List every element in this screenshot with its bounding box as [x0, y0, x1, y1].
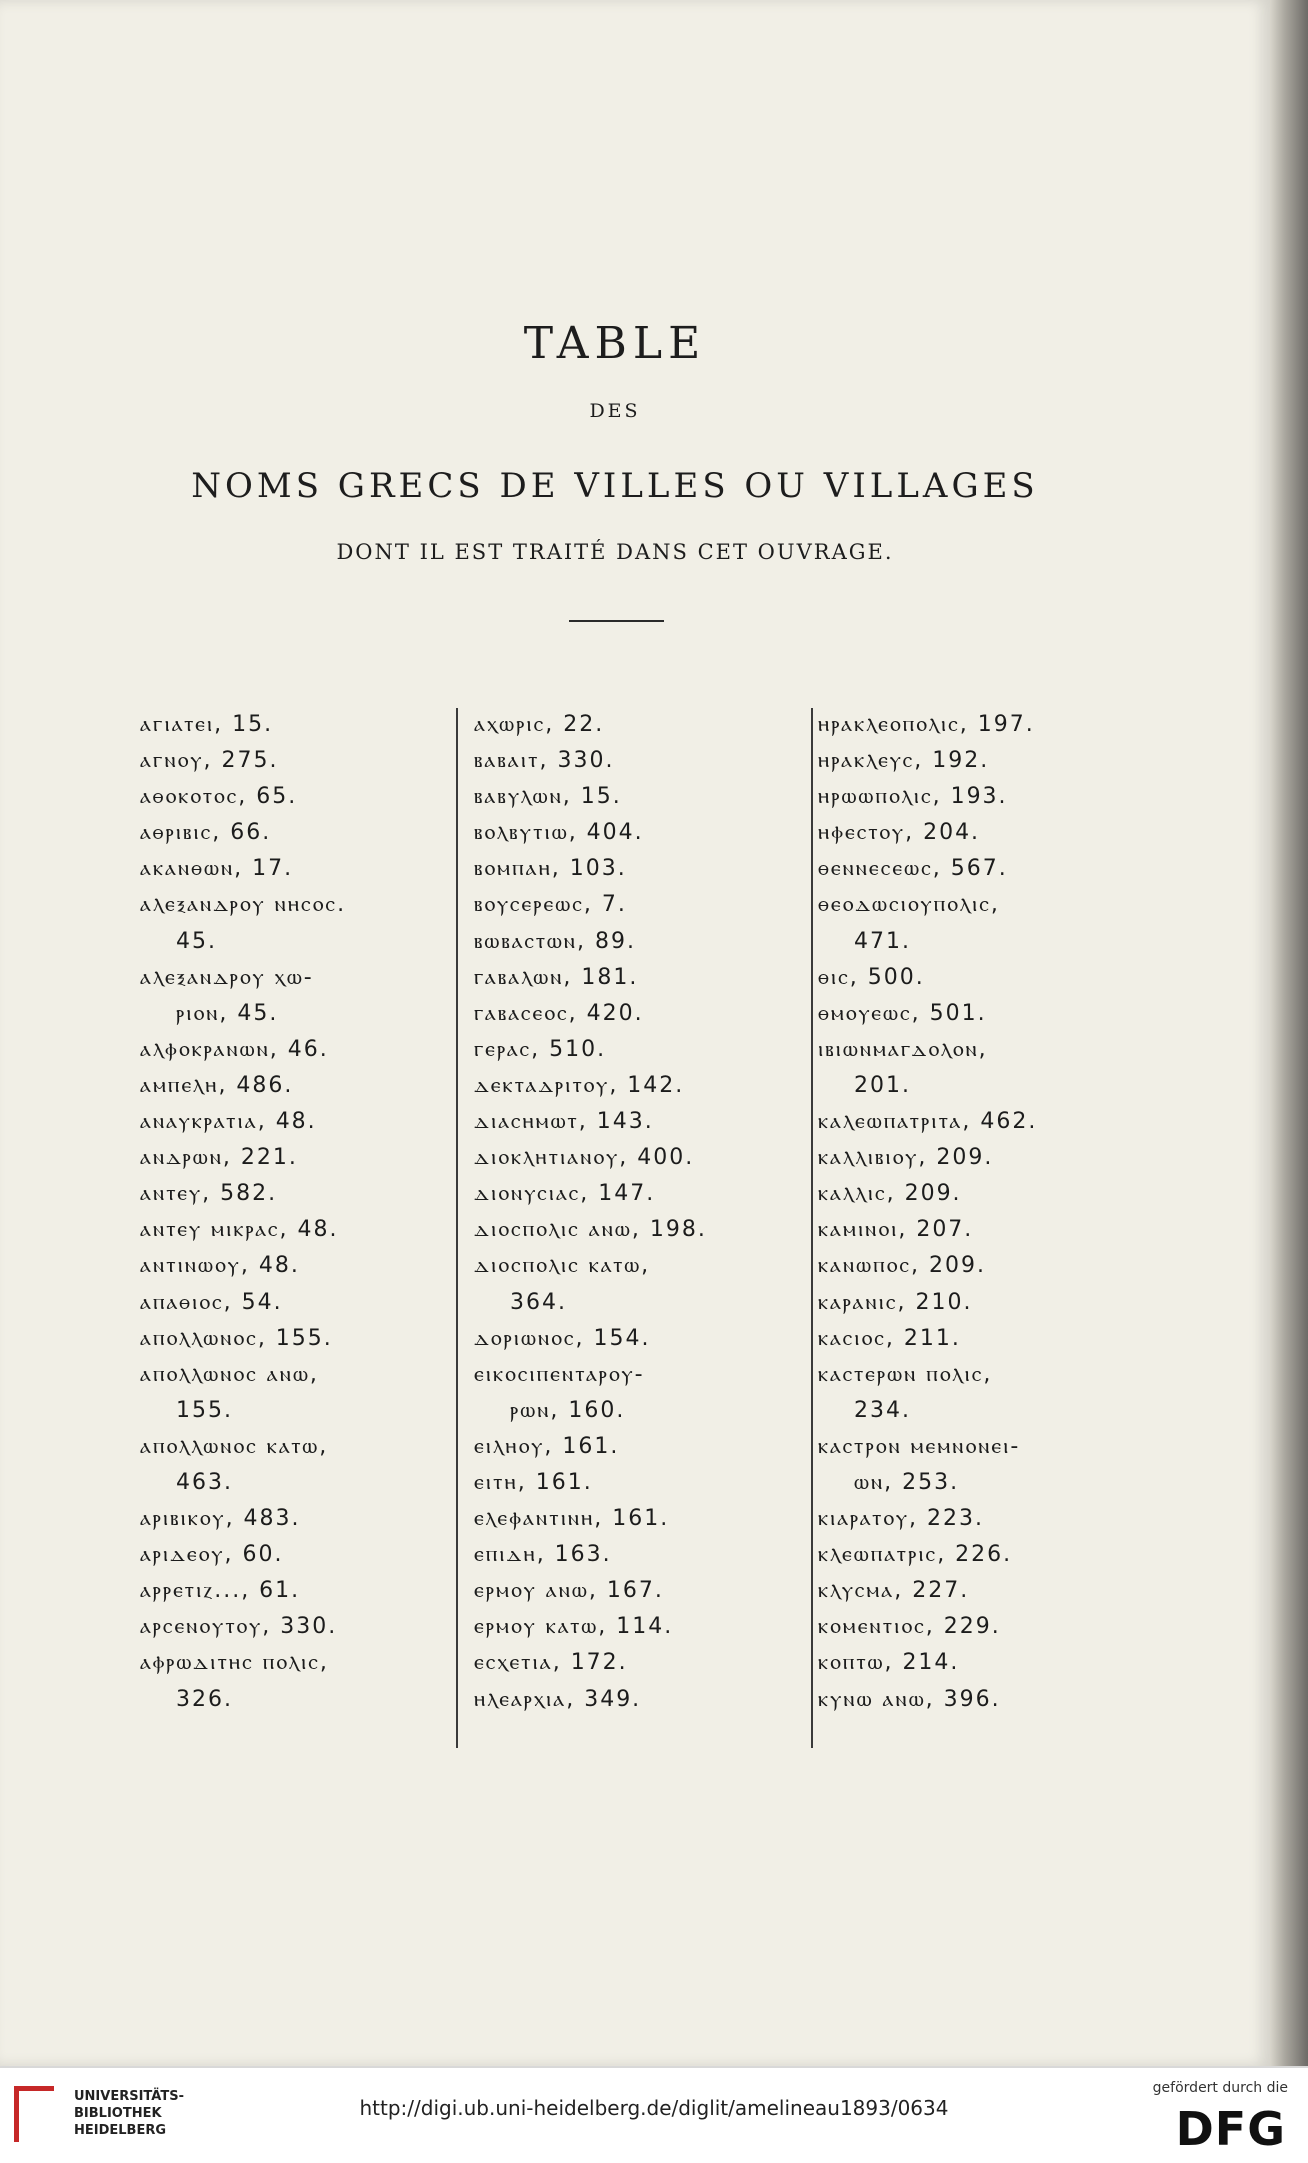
index-entry: ⲃⲟⲗⲃⲩⲧⲓⲱ, 404. — [474, 820, 644, 846]
index-entry: 364. — [510, 1289, 567, 1315]
viewer-footer — [0, 2066, 1308, 2163]
index-entry: ⲁⲣⲣⲉⲧⲓⲍ..., 61. — [140, 1578, 301, 1604]
index-entry: ⲉⲡⲓⲇⲏ, 163. — [474, 1542, 612, 1568]
index-entry: ⲱⲛ, 253. — [854, 1469, 960, 1495]
column-divider-left — [456, 708, 458, 1748]
index-entry: ⲁⲛⲧⲉⲩ, 582. — [140, 1181, 278, 1207]
index-entry: ⲁⲅⲓⲁⲧⲉⲓ, 15. — [140, 712, 274, 737]
permalink-url[interactable]: http://digi.ub.uni-heidelberg.de/diglit/amelineau1893/0634 — [359, 2096, 949, 2120]
index-entry: ⲃⲟⲙⲡⲁⲏ, 103. — [474, 856, 627, 882]
index-entry: ⲕⲗⲉⲱⲡⲁⲧⲣⲓⲥ, 226. — [818, 1542, 1013, 1568]
index-entry: ⲁⲙⲡⲉⲗⲏ, 486. — [140, 1072, 294, 1098]
index-entry: ⲁⲭⲱⲣⲓⲥ, 22. — [474, 712, 605, 737]
index-entry: ⲕⲟⲙⲉⲛⲧⲓⲟⲥ, 229. — [818, 1614, 1001, 1640]
index-entry: ⲁⲗⲉⲝⲁⲛⲇⲣⲟⲩ ⲛⲏⲥⲟⲥ. — [140, 892, 347, 918]
index-entry: ⲕⲩⲛⲱ ⲁⲛⲱ, 396. — [818, 1686, 1001, 1712]
index-entry: ⲕⲁⲥⲧⲣⲟⲛ ⲙⲉⲙⲛⲟⲛⲉⲓ- — [818, 1433, 1021, 1459]
index-entry: ⲁⲡⲁⲑⲓⲟⲥ, 54. — [140, 1289, 283, 1315]
logo-line: HEIDELBERG — [74, 2123, 167, 2138]
index-entry: ⲕⲁⲥⲓⲟⲥ, 211. — [818, 1325, 961, 1351]
index-entry: ⲁⲣⲥⲉⲛⲟⲩⲧⲟⲩ, 330. — [140, 1614, 338, 1640]
index-entry: ⲁⲗⲫⲟⲕⲣⲁⲛⲱⲛ, 46. — [140, 1036, 329, 1062]
title-des: DES — [589, 400, 641, 422]
index-column-right — [818, 707, 1158, 1718]
index-entry: ⲁⲛⲧⲉⲩ ⲙⲓⲕⲣⲁⲥ, 48. — [140, 1217, 339, 1243]
page-title: TABLE — [523, 318, 707, 369]
funder-caption: gefördert durch die — [1152, 2080, 1288, 2096]
index-entry: ⲑⲉⲟⲇⲱⲥⲓⲟⲩⲡⲟⲗⲓⲥ, — [818, 892, 1000, 918]
index-entry: ⲁⲣⲓⲇⲉⲟⲩ, 60. — [140, 1542, 284, 1568]
index-entry: ⲁⲕⲁⲛⲑⲱⲛ, 17. — [140, 856, 294, 882]
index-entry: ⲏⲣⲁⲕⲗⲉⲟⲡⲟⲗⲓⲥ, 197. — [818, 712, 1035, 737]
index-entry: ⲕⲁⲙⲓⲛⲟⲓ, 207. — [818, 1217, 974, 1243]
index-entry: ⲕⲓⲁⲣⲁⲧⲟⲩ, 223. — [818, 1506, 984, 1532]
column-divider-right — [811, 708, 813, 1748]
title-rule — [569, 620, 664, 622]
index-entry: ⲁⲑⲣⲓⲃⲓⲥ, 66. — [140, 820, 272, 846]
index-entry: ⲑⲓⲥ, 500. — [818, 964, 925, 990]
index-entry: ⲣⲓⲟⲛ, 45. — [176, 1000, 279, 1026]
index-entry: ⲕⲁⲣⲁⲛⲓⲥ, 210. — [818, 1289, 973, 1315]
index-entry: 234. — [854, 1397, 911, 1423]
index-entry: ⲁⲡⲟⲗⲗⲱⲛⲟⲥ ⲕⲁⲧⲱ, — [140, 1433, 329, 1459]
title-noms: NOMS GRECS DE VILLES OU VILLAGES — [191, 466, 1039, 506]
index-entry: 45. — [176, 928, 217, 954]
index-entry: ⲕⲁⲗⲗⲓⲥ, 209. — [818, 1181, 962, 1207]
index-entry: ⲕⲁⲗⲉⲱⲡⲁⲧⲣⲓⲧⲁ, 462. — [818, 1109, 1038, 1135]
index-entry: ⲕⲁⲥⲧⲉⲣⲱⲛ ⲡⲟⲗⲓⲥ, — [818, 1361, 993, 1387]
index-entry: ⲁⲡⲟⲗⲗⲱⲛⲟⲥ ⲁⲛⲱ, — [140, 1361, 319, 1387]
index-entry: ⲃⲱⲃⲁⲥⲧⲱⲛ, 89. — [474, 928, 636, 954]
index-entry: ⲉⲓⲧⲏ, 161. — [474, 1469, 593, 1495]
index-entry: ⲕⲟⲡⲧⲱ, 214. — [818, 1650, 960, 1676]
logo-line: BIBLIOTHEK — [74, 2106, 162, 2121]
index-entry: ⲁⲡⲟⲗⲗⲱⲛⲟⲥ, 155. — [140, 1325, 333, 1351]
index-entry: ⲏⲣⲱⲱⲡⲟⲗⲓⲥ, 193. — [818, 784, 1008, 810]
index-entry: ⲉⲥⲭⲉⲧⲓⲁ, 172. — [474, 1650, 628, 1676]
index-entry: ⲉⲓⲕⲟⲥⲓⲡⲉⲛⲧⲁⲣⲟⲩ- — [474, 1361, 645, 1387]
index-entry: 155. — [176, 1397, 233, 1423]
index-entry: 201. — [854, 1072, 911, 1098]
index-entry: ⲉⲓⲗⲏⲟⲩ, 161. — [474, 1433, 620, 1459]
index-entry: ⲇⲓⲟⲥⲡⲟⲗⲓⲥ ⲕⲁⲧⲱ, — [474, 1253, 651, 1279]
index-entry: 463. — [176, 1469, 233, 1495]
index-column-left — [140, 707, 480, 1718]
index-entry: 471. — [854, 928, 911, 954]
index-entry: ⲁⲣⲓⲃⲓⲕⲟⲩ, 483. — [140, 1506, 301, 1532]
index-entry: ⲕⲁⲛⲱⲡⲟⲥ, 209. — [818, 1253, 987, 1279]
index-entry: ⲇⲓⲟⲛⲩⲥⲓⲁⲥ, 147. — [474, 1181, 656, 1207]
index-entry: ⲑⲙⲟⲩⲉⲱⲥ, 501. — [818, 1000, 987, 1026]
index-entry: ⲇⲉⲕⲧⲁⲇⲣⲓⲧⲟⲩ, 142. — [474, 1072, 685, 1098]
index-entry: ⲇⲓⲟⲥⲡⲟⲗⲓⲥ ⲁⲛⲱ, 198. — [474, 1217, 707, 1243]
index-entry: ⲏⲫⲉⲥⲧⲟⲩ, 204. — [818, 820, 981, 846]
index-entry: ⲁⲑⲟⲕⲟⲧⲟⲥ, 65. — [140, 784, 298, 810]
title-dont: DONT IL EST TRAITÉ DANS CET OUVRAGE. — [336, 540, 894, 564]
index-column-middle — [474, 707, 814, 1718]
index-entry: ⲓⲃⲓⲱⲛⲙⲁⲅⲇⲟⲗⲟⲛ, — [818, 1036, 988, 1062]
index-entry: ⲁⲛⲁⲩⲕⲣⲁⲧⲓⲁ, 48. — [140, 1109, 317, 1135]
index-entry: ⲑⲉⲛⲛⲉⲥⲉⲱⲥ, 567. — [818, 856, 1008, 882]
index-entry: ⲁⲫⲣⲱⲇⲓⲧⲏⲥ ⲡⲟⲗⲓⲥ, — [140, 1650, 329, 1676]
index-entry: ⲃⲟⲩⲥⲉⲣⲉⲱⲥ, 7. — [474, 892, 627, 918]
index-entry: ⲉⲗⲉⲫⲁⲛⲧⲓⲛⲏ, 161. — [474, 1506, 670, 1532]
index-entry: ⲅⲁⲃⲁⲥⲉⲟⲥ, 420. — [474, 1000, 644, 1026]
dfg-logo[interactable]: DFG — [1175, 2102, 1286, 2156]
index-entry: ⲇⲟⲣⲓⲱⲛⲟⲥ, 154. — [474, 1325, 651, 1351]
logo-line: UNIVERSITÄTS- — [74, 2089, 184, 2104]
index-entry: ⲅⲉⲣⲁⲥ, 510. — [474, 1036, 607, 1062]
index-entry: ⲇⲓⲟⲕⲗⲏⲧⲓⲁⲛⲟⲩ, 400. — [474, 1145, 695, 1171]
index-entry: ⲁⲛⲇⲣⲱⲛ, 221. — [140, 1145, 298, 1171]
index-entry: ⲃⲁⲃⲁⲓⲧ, 330. — [474, 748, 615, 774]
index-entry: ⲁⲗⲉⲝⲁⲛⲇⲣⲟⲩ ⲭⲱ- — [140, 964, 314, 990]
index-entry: ⲉⲣⲙⲟⲩ ⲕⲁⲧⲱ, 114. — [474, 1614, 674, 1640]
index-entry: ⲁⲛⲧⲓⲛⲱⲟⲩ, 48. — [140, 1253, 300, 1279]
index-entry: ⲕⲗⲩⲥⲙⲁ, 227. — [818, 1578, 970, 1604]
index-entry: ⲉⲣⲙⲟⲩ ⲁⲛⲱ, 167. — [474, 1578, 664, 1604]
index-entry: ⲃⲁⲃⲩⲗⲱⲛ, 15. — [474, 784, 622, 810]
index-entry: ⲣⲱⲛ, 160. — [510, 1397, 626, 1423]
index-entry: ⲏⲗⲉⲁⲣⲭⲓⲁ, 349. — [474, 1686, 642, 1712]
index-entry: ⲏⲣⲁⲕⲗⲉⲩⲥ, 192. — [818, 748, 990, 774]
index-entry: ⲁⲅⲛⲟⲩ, 275. — [140, 748, 279, 774]
page-edge — [1270, 0, 1308, 2066]
index-entry: ⲕⲁⲗⲗⲓⲃⲓⲟⲩ, 209. — [818, 1145, 994, 1171]
index-entry: ⲇⲓⲁⲥⲏⲙⲱⲧ, 143. — [474, 1109, 654, 1135]
index-entry: ⲅⲁⲃⲁⲗⲱⲛ, 181. — [474, 964, 639, 990]
index-entry: 326. — [176, 1686, 233, 1712]
